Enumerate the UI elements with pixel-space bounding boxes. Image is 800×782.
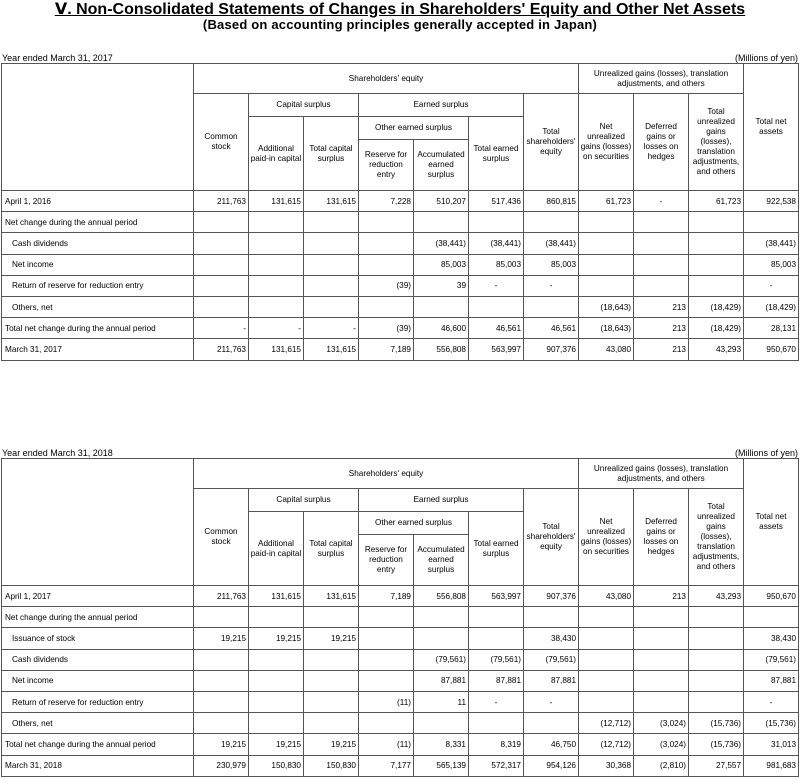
cell-deferred-gains-hedges (634, 670, 689, 691)
cell-additional-paid-in-capital (249, 275, 304, 296)
cell-accumulated-earned-surplus: 46,600 (414, 318, 469, 339)
cell-deferred-gains-hedges (634, 233, 689, 254)
cell-total-unrealized-gains (689, 233, 744, 254)
cell-additional-paid-in-capital: 131,615 (249, 586, 304, 607)
cell-total-earned-surplus: 8,319 (469, 734, 524, 755)
cell-net-unrealized-gains: 43,080 (579, 586, 634, 607)
row-label: Total net change during the annual period (2, 734, 194, 755)
cell-reserve-for-reduction-entry: 7,189 (359, 339, 414, 360)
cell-total-capital-surplus (304, 275, 359, 296)
cell-net-unrealized-gains: (12,712) (579, 734, 634, 755)
row-label: March 31, 2018 (2, 755, 194, 776)
cell-total-unrealized-gains (689, 607, 744, 628)
cell-reserve-for-reduction-entry (359, 713, 414, 734)
cell-reserve-for-reduction-entry (359, 628, 414, 649)
cell-total-net-assets: 28,131 (744, 318, 799, 339)
cell-total-shareholders-equity: 87,881 (524, 670, 579, 691)
header-net-unrealized: Net unrealized gains (losses) on securities (579, 94, 634, 191)
units-label-2018: (Millions of yen) (734, 448, 798, 458)
header-corner (2, 64, 194, 191)
cell-accumulated-earned-surplus: 556,808 (414, 586, 469, 607)
header-deferred-hedges: Deferred gains or losses on hedges (634, 94, 689, 191)
table-row (2, 734, 799, 755)
year-label-2018: Year ended March 31, 2018 (2, 448, 113, 458)
cell-total-capital-surplus (304, 296, 359, 317)
cell-total-earned-surplus: (79,561) (469, 649, 524, 670)
year-label-2017: Year ended March 31, 2017 (2, 53, 113, 63)
row-label: Others, net (2, 713, 194, 734)
header-accumulated-earned: Accumulated earned surplus (414, 140, 469, 191)
cell-total-net-assets: 981,683 (744, 755, 799, 776)
row-label: Net change during the annual period (2, 212, 194, 233)
cell-deferred-gains-hedges (634, 275, 689, 296)
cell-total-earned-surplus: 46,561 (469, 318, 524, 339)
table-row (2, 649, 799, 670)
cell-total-net-assets: (79,561) (744, 649, 799, 670)
row-label: Issuance of stock (2, 628, 194, 649)
cell-total-shareholders-equity: (79,561) (524, 649, 579, 670)
cell-total-earned-surplus (469, 296, 524, 317)
table-row (2, 254, 799, 275)
cell-reserve-for-reduction-entry (359, 607, 414, 628)
cell-deferred-gains-hedges (634, 649, 689, 670)
cell-total-unrealized-gains (689, 254, 744, 275)
header-capital-surplus: Capital surplus (249, 94, 359, 117)
cell-additional-paid-in-capital (249, 233, 304, 254)
cell-accumulated-earned-surplus: (38,441) (414, 233, 469, 254)
header-total-net-assets: Total net assets (744, 64, 799, 191)
cell-total-earned-surplus (469, 628, 524, 649)
row-label: Others, net (2, 296, 194, 317)
cell-deferred-gains-hedges: 213 (634, 296, 689, 317)
cell-total-unrealized-gains: 43,293 (689, 586, 744, 607)
cell-total-capital-surplus: 131,615 (304, 586, 359, 607)
cell-additional-paid-in-capital: 19,215 (249, 628, 304, 649)
cell-total-capital-surplus (304, 254, 359, 275)
header-earned-surplus: Earned surplus (359, 94, 524, 117)
table-row (2, 713, 799, 734)
table-row (2, 607, 799, 628)
equity-statement-table (1, 63, 799, 361)
cell-additional-paid-in-capital (249, 713, 304, 734)
cell-total-capital-surplus (304, 233, 359, 254)
cell-total-earned-surplus: 517,436 (469, 191, 524, 212)
header-deferred-hedges: Deferred gains or losses on hedges (634, 489, 689, 586)
cell-total-earned-surplus: 85,003 (469, 254, 524, 275)
cell-deferred-gains-hedges: 213 (634, 318, 689, 339)
cell-total-net-assets: - (744, 275, 799, 296)
cell-total-earned-surplus: - (469, 691, 524, 712)
cell-additional-paid-in-capital: 150,830 (249, 755, 304, 776)
cell-accumulated-earned-surplus (414, 607, 469, 628)
row-label: March 31, 2017 (2, 339, 194, 360)
table-row (2, 233, 799, 254)
cell-total-unrealized-gains: (18,429) (689, 318, 744, 339)
cell-accumulated-earned-surplus (414, 212, 469, 233)
cell-total-net-assets: - (744, 691, 799, 712)
cell-additional-paid-in-capital (249, 254, 304, 275)
cell-total-earned-surplus (469, 713, 524, 734)
cell-total-shareholders-equity (524, 607, 579, 628)
cell-net-unrealized-gains (579, 212, 634, 233)
cell-total-unrealized-gains (689, 670, 744, 691)
cell-reserve-for-reduction-entry: 7,189 (359, 586, 414, 607)
cell-reserve-for-reduction-entry (359, 296, 414, 317)
cell-total-capital-surplus: 131,615 (304, 191, 359, 212)
cell-deferred-gains-hedges (634, 212, 689, 233)
cell-total-unrealized-gains: 61,723 (689, 191, 744, 212)
cell-total-capital-surplus (304, 670, 359, 691)
cell-total-unrealized-gains (689, 275, 744, 296)
cell-total-net-assets: 950,670 (744, 339, 799, 360)
cell-total-unrealized-gains (689, 649, 744, 670)
cell-total-net-assets: (18,429) (744, 296, 799, 317)
cell-total-net-assets (744, 212, 799, 233)
cell-total-shareholders-equity: 46,750 (524, 734, 579, 755)
cell-net-unrealized-gains (579, 275, 634, 296)
cell-net-unrealized-gains: 30,368 (579, 755, 634, 776)
cell-additional-paid-in-capital: - (249, 318, 304, 339)
cell-deferred-gains-hedges: (3,024) (634, 734, 689, 755)
cell-total-shareholders-equity (524, 713, 579, 734)
cell-common-stock: - (194, 318, 249, 339)
cell-accumulated-earned-surplus: 510,207 (414, 191, 469, 212)
cell-total-unrealized-gains (689, 212, 744, 233)
header-total-net-assets: Total net assets (744, 459, 799, 586)
cell-accumulated-earned-surplus (414, 296, 469, 317)
cell-reserve-for-reduction-entry (359, 212, 414, 233)
cell-total-shareholders-equity: - (524, 275, 579, 296)
cell-reserve-for-reduction-entry: (39) (359, 275, 414, 296)
cell-additional-paid-in-capital (249, 607, 304, 628)
cell-net-unrealized-gains: (18,643) (579, 318, 634, 339)
cell-additional-paid-in-capital: 131,615 (249, 339, 304, 360)
cell-total-unrealized-gains (689, 691, 744, 712)
cell-total-earned-surplus: 572,317 (469, 755, 524, 776)
cell-total-shareholders-equity: 860,815 (524, 191, 579, 212)
cell-common-stock (194, 670, 249, 691)
cell-common-stock (194, 296, 249, 317)
cell-reserve-for-reduction-entry: 7,228 (359, 191, 414, 212)
cell-total-unrealized-gains: 43,293 (689, 339, 744, 360)
cell-accumulated-earned-surplus: 565,139 (414, 755, 469, 776)
cell-common-stock: 211,763 (194, 339, 249, 360)
units-label-2017: (Millions of yen) (734, 53, 798, 63)
cell-total-net-assets: (38,441) (744, 233, 799, 254)
cell-total-earned-surplus: - (469, 275, 524, 296)
header-other-earned-surplus: Other earned surplus (359, 117, 469, 140)
cell-total-earned-surplus: (38,441) (469, 233, 524, 254)
row-label: Return of reserve for reduction entry (2, 275, 194, 296)
row-label: Cash dividends (2, 649, 194, 670)
header-reserve-reduction: Reserve for reduction entry (359, 140, 414, 191)
cell-total-shareholders-equity (524, 296, 579, 317)
cell-deferred-gains-hedges: (2,810) (634, 755, 689, 776)
cell-total-capital-surplus (304, 713, 359, 734)
cell-common-stock: 19,215 (194, 734, 249, 755)
cell-reserve-for-reduction-entry (359, 254, 414, 275)
cell-common-stock (194, 254, 249, 275)
cell-total-unrealized-gains: (18,429) (689, 296, 744, 317)
cell-total-shareholders-equity: 954,126 (524, 755, 579, 776)
cell-total-net-assets (744, 607, 799, 628)
table-row (2, 212, 799, 233)
cell-accumulated-earned-surplus: 39 (414, 275, 469, 296)
header-total-capital-surplus: Total capital surplus (304, 117, 359, 191)
cell-additional-paid-in-capital (249, 649, 304, 670)
cell-total-shareholders-equity: (38,441) (524, 233, 579, 254)
cell-reserve-for-reduction-entry (359, 670, 414, 691)
header-total-unrealized: Total unrealized gains (losses), translation adjustments, and others (689, 489, 744, 586)
table-row (2, 318, 799, 339)
row-label: Cash dividends (2, 233, 194, 254)
cell-reserve-for-reduction-entry: 7,177 (359, 755, 414, 776)
header-total-shareholders-equity: Total shareholders' equity (524, 94, 579, 191)
equity-statement-table (1, 458, 799, 777)
cell-net-unrealized-gains: 61,723 (579, 191, 634, 212)
row-label: Return of reserve for reduction entry (2, 691, 194, 712)
cell-total-net-assets: 85,003 (744, 254, 799, 275)
cell-net-unrealized-gains (579, 233, 634, 254)
row-label: Net income (2, 670, 194, 691)
cell-common-stock: 211,763 (194, 586, 249, 607)
cell-reserve-for-reduction-entry (359, 233, 414, 254)
header-total-capital-surplus: Total capital surplus (304, 512, 359, 586)
header-shareholders-equity: Shareholders' equity (194, 459, 579, 489)
cell-total-capital-surplus (304, 649, 359, 670)
cell-common-stock (194, 212, 249, 233)
row-label: April 1, 2017 (2, 586, 194, 607)
cell-deferred-gains-hedges (634, 254, 689, 275)
cell-total-unrealized-gains: (15,736) (689, 713, 744, 734)
row-label: Net change during the annual period (2, 607, 194, 628)
header-additional-paid-in: Additional paid-in capital (249, 117, 304, 191)
document-subtitle: (Based on accounting principles generally accepted in Japan) (202, 17, 598, 32)
cell-total-shareholders-equity: 907,376 (524, 339, 579, 360)
table-row (2, 755, 799, 776)
header-accumulated-earned: Accumulated earned surplus (414, 535, 469, 586)
table-row (2, 296, 799, 317)
cell-total-net-assets: 87,881 (744, 670, 799, 691)
cell-deferred-gains-hedges: 213 (634, 339, 689, 360)
cell-reserve-for-reduction-entry: (11) (359, 691, 414, 712)
cell-total-capital-surplus (304, 691, 359, 712)
cell-deferred-gains-hedges (634, 628, 689, 649)
cell-total-net-assets: 31,013 (744, 734, 799, 755)
table-row (2, 339, 799, 360)
cell-deferred-gains-hedges: 213 (634, 586, 689, 607)
cell-accumulated-earned-surplus: 11 (414, 691, 469, 712)
table-row (2, 275, 799, 296)
cell-reserve-for-reduction-entry: (39) (359, 318, 414, 339)
cell-net-unrealized-gains (579, 691, 634, 712)
cell-total-earned-surplus (469, 212, 524, 233)
cell-total-unrealized-gains (689, 628, 744, 649)
cell-accumulated-earned-surplus: 8,331 (414, 734, 469, 755)
cell-net-unrealized-gains (579, 670, 634, 691)
header-earned-surplus: Earned surplus (359, 489, 524, 512)
cell-total-earned-surplus: 87,881 (469, 670, 524, 691)
cell-total-capital-surplus: 19,215 (304, 628, 359, 649)
cell-reserve-for-reduction-entry: (11) (359, 734, 414, 755)
cell-deferred-gains-hedges: (3,024) (634, 713, 689, 734)
cell-additional-paid-in-capital (249, 212, 304, 233)
row-label: Total net change during the annual period (2, 318, 194, 339)
header-unrealized-group: Unrealized gains (losses), translation adjustments, and others (579, 459, 744, 489)
header-total-unrealized: Total unrealized gains (losses), translation adjustments, and others (689, 94, 744, 191)
cell-reserve-for-reduction-entry (359, 649, 414, 670)
table-row (2, 586, 799, 607)
document-title: Ⅴ. Non-Consolidated Statements of Changes in Shareholders' Equity and Other Net Assets (54, 1, 746, 18)
table-row (2, 670, 799, 691)
cell-total-net-assets: (15,736) (744, 713, 799, 734)
cell-net-unrealized-gains: (18,643) (579, 296, 634, 317)
cell-total-earned-surplus (469, 607, 524, 628)
header-total-earned-surplus: Total earned surplus (469, 117, 524, 191)
cell-total-shareholders-equity: - (524, 691, 579, 712)
cell-deferred-gains-hedges: - (634, 191, 689, 212)
cell-accumulated-earned-surplus (414, 713, 469, 734)
cell-deferred-gains-hedges (634, 691, 689, 712)
header-reserve-reduction: Reserve for reduction entry (359, 535, 414, 586)
header-shareholders-equity: Shareholders' equity (194, 64, 579, 94)
cell-total-net-assets: 38,430 (744, 628, 799, 649)
cell-accumulated-earned-surplus (414, 628, 469, 649)
cell-total-shareholders-equity: 38,430 (524, 628, 579, 649)
cell-accumulated-earned-surplus: (79,561) (414, 649, 469, 670)
table-row (2, 191, 799, 212)
cell-total-shareholders-equity: 85,003 (524, 254, 579, 275)
cell-total-shareholders-equity (524, 212, 579, 233)
cell-total-unrealized-gains: 27,557 (689, 755, 744, 776)
cell-net-unrealized-gains: 43,080 (579, 339, 634, 360)
cell-total-capital-surplus: 131,615 (304, 339, 359, 360)
cell-net-unrealized-gains (579, 607, 634, 628)
cell-additional-paid-in-capital: 19,215 (249, 734, 304, 755)
cell-common-stock (194, 275, 249, 296)
table-row (2, 628, 799, 649)
header-total-shareholders-equity: Total shareholders' equity (524, 489, 579, 586)
cell-total-unrealized-gains: (15,736) (689, 734, 744, 755)
cell-total-capital-surplus: - (304, 318, 359, 339)
cell-deferred-gains-hedges (634, 607, 689, 628)
cell-net-unrealized-gains (579, 628, 634, 649)
cell-accumulated-earned-surplus: 87,881 (414, 670, 469, 691)
cell-net-unrealized-gains (579, 649, 634, 670)
cell-common-stock: 211,763 (194, 191, 249, 212)
header-corner (2, 459, 194, 586)
header-common-stock: Common stock (194, 94, 249, 191)
cell-common-stock (194, 713, 249, 734)
cell-net-unrealized-gains (579, 254, 634, 275)
cell-total-capital-surplus (304, 607, 359, 628)
cell-accumulated-earned-surplus: 85,003 (414, 254, 469, 275)
header-capital-surplus: Capital surplus (249, 489, 359, 512)
cell-total-capital-surplus: 19,215 (304, 734, 359, 755)
header-unrealized-group: Unrealized gains (losses), translation adjustments, and others (579, 64, 744, 94)
cell-total-net-assets: 950,670 (744, 586, 799, 607)
cell-total-shareholders-equity: 46,561 (524, 318, 579, 339)
header-additional-paid-in: Additional paid-in capital (249, 512, 304, 586)
cell-common-stock (194, 233, 249, 254)
cell-accumulated-earned-surplus: 556,808 (414, 339, 469, 360)
table-row (2, 691, 799, 712)
row-label: April 1, 2016 (2, 191, 194, 212)
cell-total-shareholders-equity: 907,376 (524, 586, 579, 607)
cell-total-net-assets: 922,538 (744, 191, 799, 212)
header-other-earned-surplus: Other earned surplus (359, 512, 469, 535)
cell-total-earned-surplus: 563,997 (469, 339, 524, 360)
header-net-unrealized: Net unrealized gains (losses) on securities (579, 489, 634, 586)
cell-additional-paid-in-capital (249, 691, 304, 712)
cell-common-stock: 230,979 (194, 755, 249, 776)
cell-total-capital-surplus (304, 212, 359, 233)
cell-common-stock (194, 649, 249, 670)
cell-total-capital-surplus: 150,830 (304, 755, 359, 776)
cell-additional-paid-in-capital (249, 296, 304, 317)
header-common-stock: Common stock (194, 489, 249, 586)
cell-total-earned-surplus: 563,997 (469, 586, 524, 607)
cell-net-unrealized-gains: (12,712) (579, 713, 634, 734)
row-label: Net income (2, 254, 194, 275)
header-total-earned-surplus: Total earned surplus (469, 512, 524, 586)
cell-additional-paid-in-capital (249, 670, 304, 691)
cell-common-stock (194, 691, 249, 712)
cell-common-stock: 19,215 (194, 628, 249, 649)
cell-common-stock (194, 607, 249, 628)
cell-additional-paid-in-capital: 131,615 (249, 191, 304, 212)
